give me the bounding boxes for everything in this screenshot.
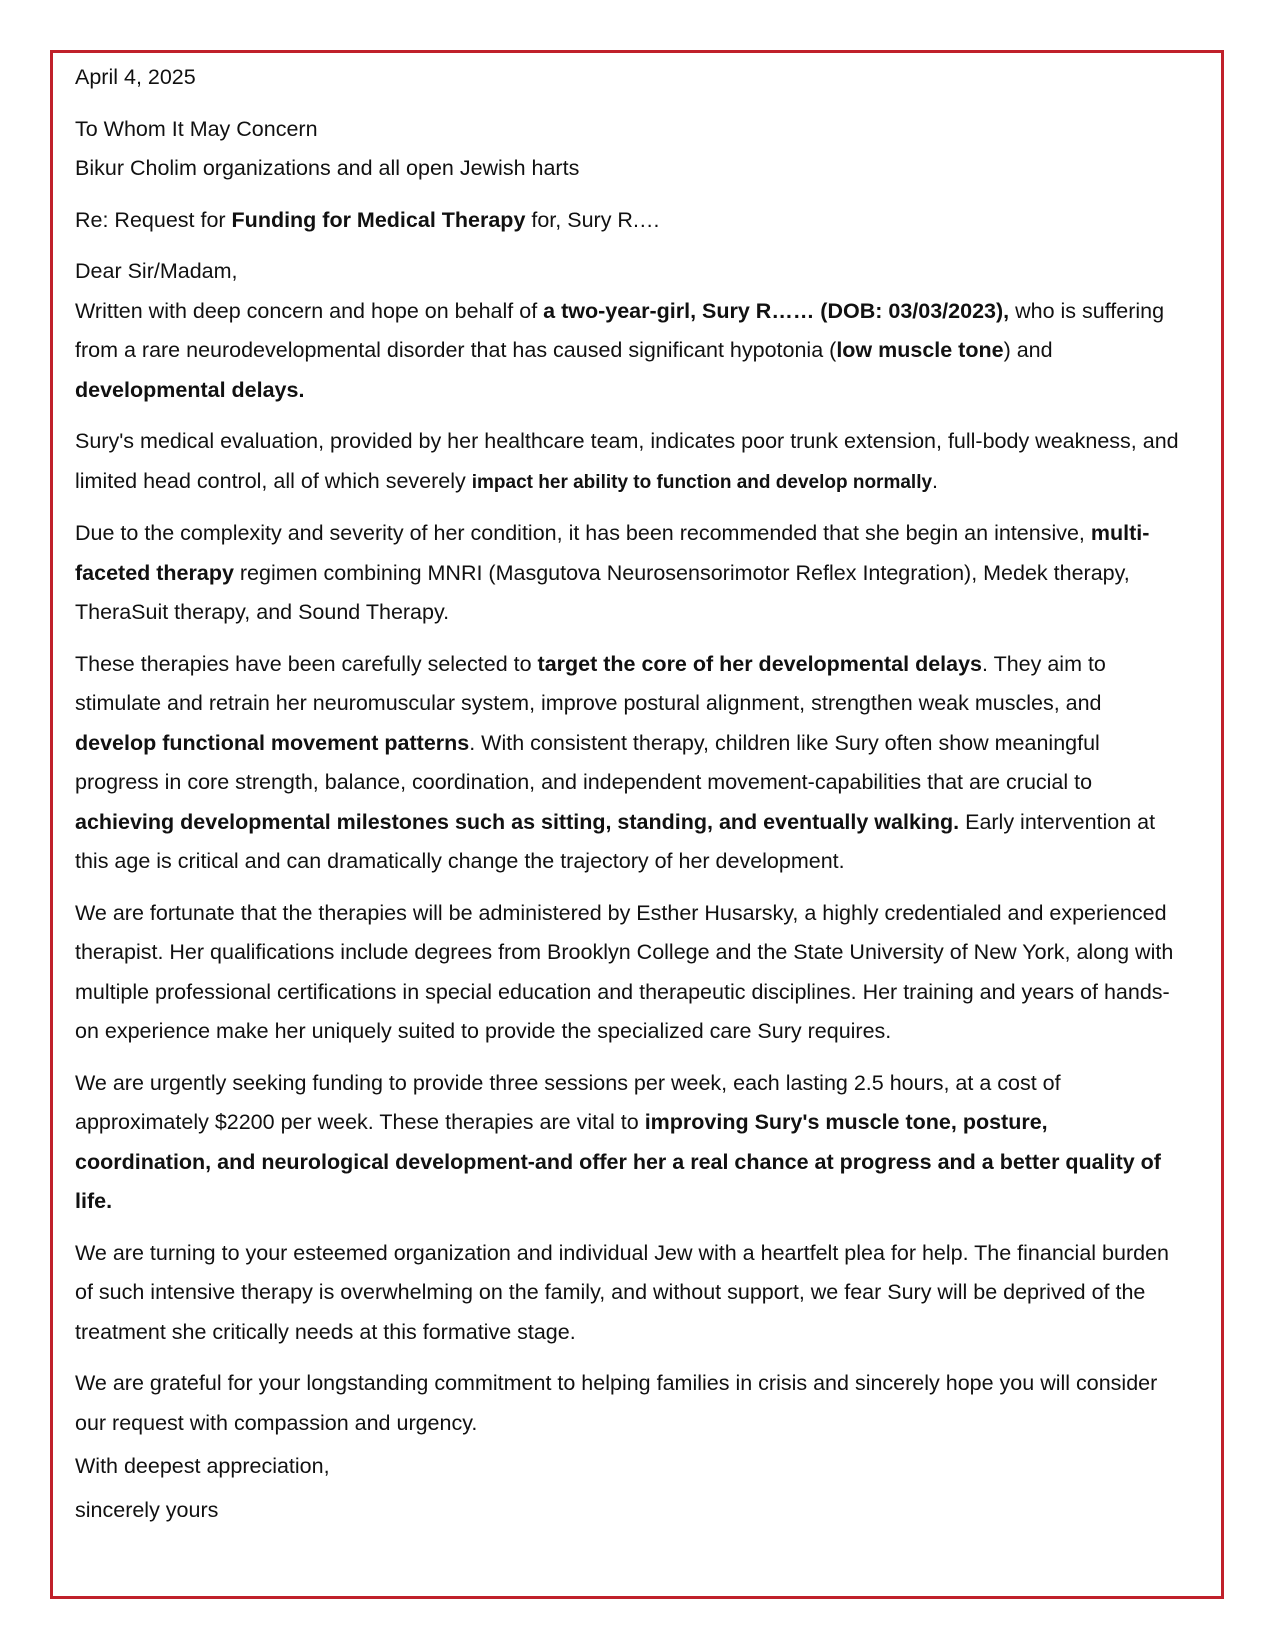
- p3-text-c: regimen combining MNRI (Masgutova Neurosensorimotor Reflex Integration), Medek therapy, TheraSuit therapy, and Sound Therapy.: [75, 560, 1130, 624]
- p2-text-c: .: [932, 468, 939, 493]
- subject-suffix: for, Sury R.…: [525, 207, 661, 232]
- p6-bold-b: improving Sury's muscle tone, posture, coordination, and neurological development-and offer her a real chance at progress and a better quality of life.: [75, 1110, 1161, 1213]
- subject-line: [75, 201, 1185, 241]
- p1-text-c: who is suffering from a rare neurodevelopmental disorder that has caused significant hypotonia (: [75, 298, 1165, 362]
- paragraph-2: [75, 422, 1185, 502]
- p4-text-e: . With consistent therapy, children like Sury often show meaningful progress in core strength, balance, coordination, and independent movement-capabilities that are crucial to: [75, 730, 1100, 794]
- p2-text-a: Sury's medical evaluation, provided by her healthcare team, indicates poor trunk extension, full-body weakness, and limited head control, all of which severely: [75, 429, 1179, 493]
- letter-date: April 4, 2025: [75, 65, 196, 89]
- p4-text-c: . They aim to stimulate and retrain her neuromuscular system, improve postural alignment, strengthen weak muscles, and: [75, 651, 1106, 715]
- paragraph-6: [75, 1064, 1185, 1222]
- paragraph-3: [75, 514, 1185, 633]
- p1-bold-f: developmental delays.: [75, 377, 305, 402]
- p4-bold-d: develop functional movement patterns: [75, 730, 470, 755]
- p4-text-g: Early intervention at this age is critical and can dramatically change the trajectory of her development.: [75, 809, 1156, 873]
- letter-body: [75, 58, 1185, 1530]
- salutation: Dear Sir/Madam,: [75, 259, 238, 283]
- p2-bold-b: impact her ability to function and develop normally: [471, 471, 933, 493]
- p4-bold-f: achieving developmental milestones such as sitting, standing, and eventually walking.: [75, 809, 960, 834]
- p1-bold-b: a two-year-girl, Sury R…… (DOB: 03/03/2023),: [543, 298, 1010, 323]
- paragraph-1: [75, 292, 1185, 411]
- recipient-line-2: Bikur Cholim organizations and all open Jewish harts: [75, 156, 580, 180]
- p1-bold-d: low muscle tone: [836, 338, 1004, 362]
- paragraph-5: We are fortunate that the therapies will be administered by Esther Husarsky, a highly credentialed and experienced therapist. Her qualifications include degrees from Brooklyn College and the State University of New York, along with multiple professional certifications in special education and therapeutic disciplines. Her training and years of hands-on experience make her uniquely suited to provide the specialized care Sury requires.: [75, 900, 1174, 1043]
- p1-text-a: Written with deep concern and hope on behalf of: [75, 298, 544, 323]
- subject-bold: Funding for Medical Therapy: [231, 207, 526, 232]
- p6-text-a: We are urgently seeking funding to provide three sessions per week, each lasting 2.5 hours, at a cost of approximately $2200 per week. These therapies are vital to: [75, 1070, 1061, 1134]
- p3-bold-b: multi-faceted therapy: [75, 521, 1150, 585]
- paragraph-4: [75, 645, 1185, 882]
- p3-text-a: Due to the complexity and severity of her condition, it has been recommended that she begin an intensive,: [75, 521, 1091, 545]
- paragraph-7: We are turning to your esteemed organization and individual Jew with a heartfelt plea for help. The financial burden of such intensive therapy is overwhelming on the family, and without support, we fear Sury will be deprived of the treatment she critically needs at this formative stage.: [75, 1240, 1169, 1344]
- paragraph-8: We are grateful for your longstanding commitment to helping families in crisis and sincerely hope you will consider our request with compassion and urgency.: [75, 1371, 1158, 1435]
- recipient-line-1: To Whom It May Concern: [75, 116, 318, 141]
- closing-line-2: sincerely yours: [75, 1497, 219, 1522]
- closing-line-1: With deepest appreciation,: [75, 1454, 330, 1478]
- p4-text-a: These therapies have been carefully selected to: [75, 651, 538, 676]
- subject-prefix: Re: Request for: [75, 207, 232, 232]
- p4-bold-b: target the core of her developmental delays: [537, 651, 983, 676]
- p1-text-e: ) and: [1003, 338, 1053, 362]
